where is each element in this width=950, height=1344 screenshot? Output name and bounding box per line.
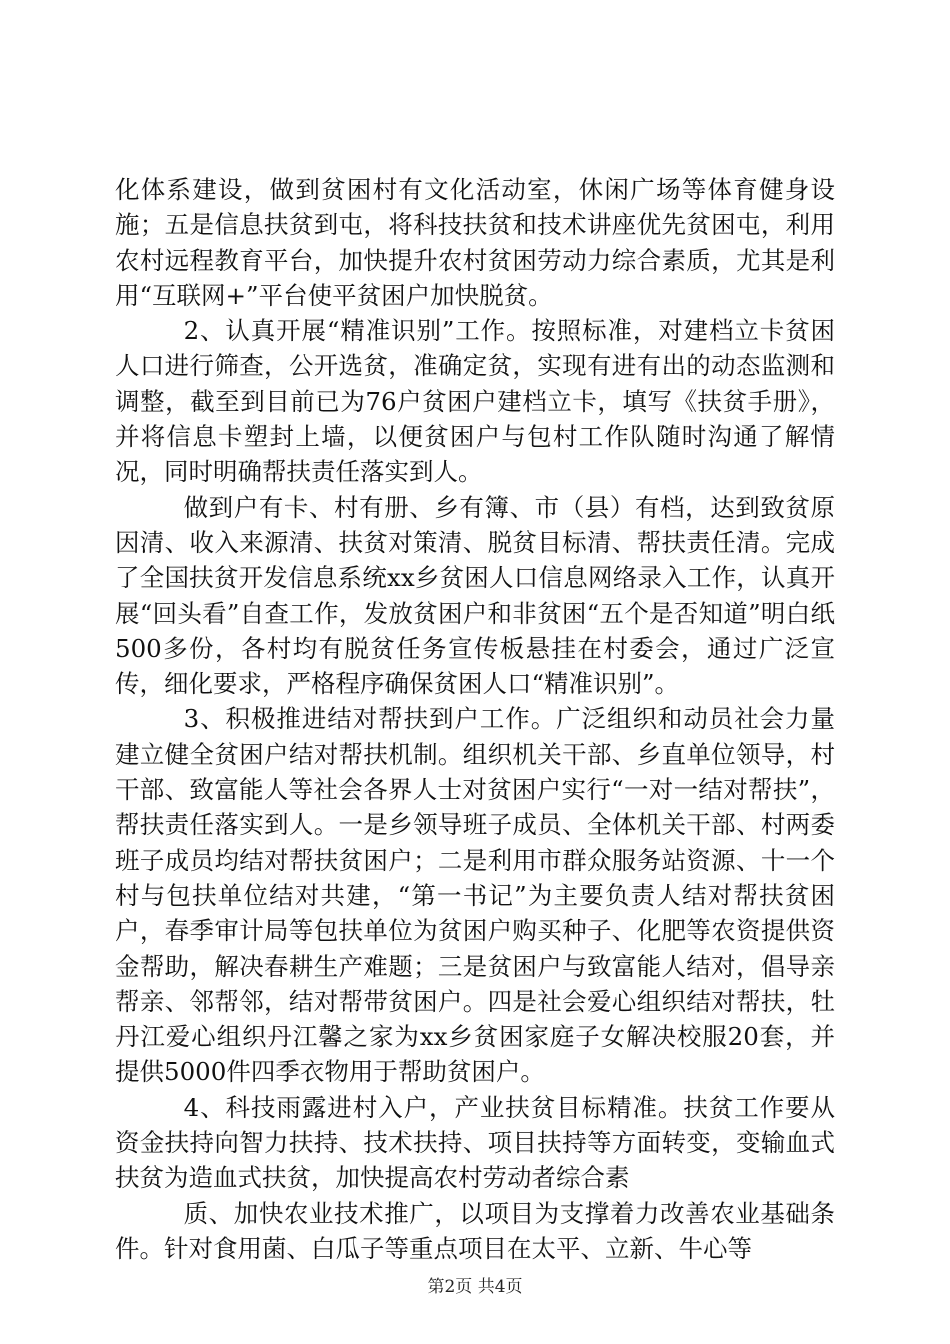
paragraph-household-cards: 做到户有卡、村有册、乡有簿、市（县）有档，达到致贫原因清、收入来源清、扶贫对策清、脱贫目标清、帮扶责任清。完成了全国扶贫开发信息系统xx乡贫困人口信息网络录入工作，认真开展“回头看”自查工作，发放贫困户和非贫困“五个是否知道”明白纸500多份，各村均有脱贫任务宣传板悬挂在村委会，通过广泛宣传，细化要求，严格程序确保贫困人口“精准识别”。: [115, 492, 835, 699]
paragraph-agricultural-promotion: 质、加快农业技术推广，以项目为支撑着力改善农业基础条件。针对食用菌、白瓜子等重点项目在太平、立新、牛心等: [115, 1198, 835, 1263]
document-body: [115, 172, 835, 1266]
paragraph-technology-industry: 4、科技雨露进村入户，产业扶贫目标精准。扶贫工作要从资金扶持向智力扶持、技术扶持、项目扶持等方面转变，变输血式扶贫为造血式扶贫，加快提高农村劳动者综合素: [115, 1092, 835, 1193]
paragraph-precise-identification: 2、认真开展“精准识别”工作。按照标准，对建档立卡贫困人口进行筛查，公开选贫，准确定贫，实现有进有出的动态监测和调整，截至到目前已为76户贫困户建档立卡，填写《扶贫手册》，并将信息卡塑封上墙，以便贫困户与包村工作队随时沟通了解情况，同时明确帮扶责任落实到人。: [115, 316, 835, 487]
paragraph-continuation: 化体系建设，做到贫困村有文化活动室，休闲广场等体育健身设施；五是信息扶贫到屯，将科技扶贫和技术讲座优先贫困屯，利用农村远程教育平台，加快提升农村贫困劳动力综合素质，尤其是利用“互联网+”平台使平贫困户加快脱贫。: [115, 175, 835, 310]
page-number-footer: 第2页 共4页: [427, 1277, 523, 1297]
paragraph-paired-assistance: 3、积极推进结对帮扶到户工作。广泛组织和动员社会力量建立健全贫困户结对帮扶机制。组织机关干部、乡直单位领导，村干部、致富能人等社会各界人士对贫困户实行“一对一结对帮扶”，帮扶责任落实到人。一是乡领导班子成员、全体机关干部、村两委班子成员均结对帮扶贫困户；二是利用市群众服务站资源、十一个村与包扶单位结对共建，“第一书记”为主要负责人结对帮扶贫困户，春季审计局等包扶单位为贫困户购买种子、化肥等农资提供资金帮助，解决春耕生产难题；三是贫困户与致富能人结对，倡导亲帮亲、邻帮邻，结对帮带贫困户。四是社会爱心组织结对帮扶，牡丹江爱心组织丹江馨之家为xx乡贫困家庭子女解决校服20套，并提供5000件四季衣物用于帮助贫困户。: [115, 704, 835, 1087]
